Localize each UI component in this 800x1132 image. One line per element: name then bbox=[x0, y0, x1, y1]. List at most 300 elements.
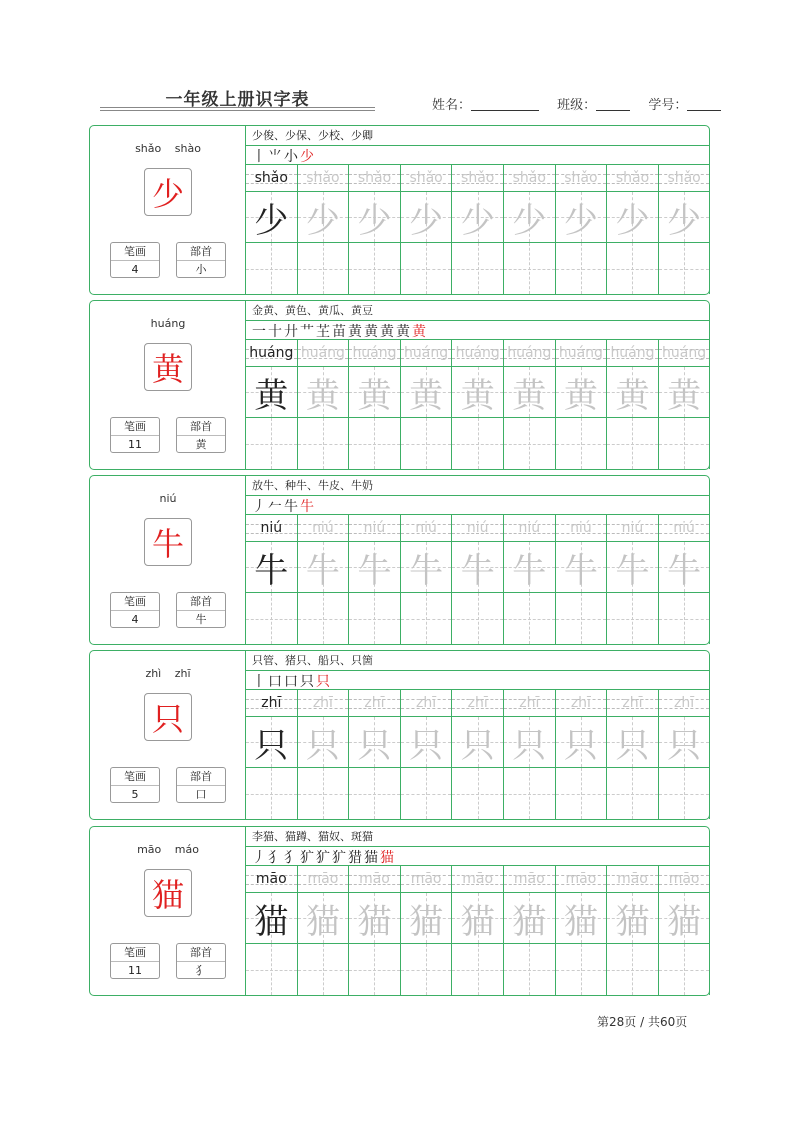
stroke-order-step: 少 bbox=[300, 149, 314, 165]
guide-line bbox=[632, 418, 633, 469]
pinyin-cell[interactable] bbox=[246, 515, 298, 542]
class-blank[interactable] bbox=[596, 98, 630, 111]
pinyin-cell[interactable] bbox=[556, 515, 608, 542]
tian-cell[interactable] bbox=[349, 717, 401, 768]
guide-line bbox=[684, 243, 685, 294]
empty-practice-cell[interactable] bbox=[556, 944, 608, 995]
pinyin-trace: huáng bbox=[404, 345, 449, 361]
pinyin-trace: niú bbox=[570, 520, 592, 536]
character-trace: 只 bbox=[357, 725, 392, 766]
guide-line bbox=[374, 418, 375, 469]
stroke-order-step: 小 bbox=[284, 149, 298, 165]
guide-line bbox=[581, 243, 582, 294]
stroke-order-step: 黄 bbox=[364, 324, 378, 340]
empty-practice-cell[interactable] bbox=[349, 418, 401, 469]
tian-cell[interactable] bbox=[659, 367, 711, 418]
character-trace: 少 bbox=[563, 200, 598, 241]
stroke-order-step: 黄 bbox=[396, 324, 410, 340]
tian-cell[interactable] bbox=[298, 893, 350, 944]
tian-cell[interactable] bbox=[298, 367, 350, 418]
character-trace: 少 bbox=[615, 200, 650, 241]
pinyin-cell[interactable] bbox=[401, 690, 453, 717]
empty-practice-cell[interactable] bbox=[607, 243, 659, 294]
practice-grid bbox=[246, 690, 711, 819]
tian-cell[interactable] bbox=[556, 192, 608, 243]
empty-practice-cell[interactable] bbox=[607, 944, 659, 995]
character-trace: 只 bbox=[460, 725, 495, 766]
pinyin-cell[interactable] bbox=[504, 690, 556, 717]
character-pinyin: māo máo bbox=[137, 843, 199, 856]
guide-line bbox=[529, 243, 530, 294]
character-trace: 猫 bbox=[305, 901, 340, 942]
character-trace: 牛 bbox=[667, 550, 702, 591]
practice-panel bbox=[246, 827, 709, 995]
guide-line bbox=[529, 944, 530, 995]
empty-practice-cell[interactable] bbox=[298, 243, 350, 294]
empty-practice-cell[interactable] bbox=[556, 418, 608, 469]
empty-practice-cell[interactable] bbox=[246, 243, 298, 294]
empty-practice-cell[interactable] bbox=[556, 768, 608, 819]
stroke-order-step: 廾 bbox=[284, 324, 298, 340]
model-character: 只 bbox=[144, 693, 192, 741]
character-info-panel bbox=[90, 126, 246, 294]
pinyin-cell[interactable] bbox=[401, 340, 453, 367]
pinyin-trace: huáng bbox=[662, 345, 707, 361]
empty-practice-cell[interactable] bbox=[556, 243, 608, 294]
empty-practice-cell[interactable] bbox=[298, 768, 350, 819]
character-trace: 黄 bbox=[357, 375, 392, 416]
stroke-order-step: 丨 bbox=[252, 674, 266, 690]
character-trace: 猫 bbox=[563, 901, 598, 942]
character-trace: 牛 bbox=[409, 550, 444, 591]
pinyin-trace: zhī bbox=[261, 695, 282, 711]
tian-cell[interactable] bbox=[401, 367, 453, 418]
tian-cell[interactable] bbox=[504, 192, 556, 243]
tian-cell[interactable] bbox=[659, 192, 711, 243]
empty-practice-cell[interactable] bbox=[401, 418, 453, 469]
guide-line bbox=[271, 944, 272, 995]
pinyin-cell[interactable] bbox=[401, 866, 453, 893]
pinyin-cell[interactable] bbox=[504, 515, 556, 542]
pinyin-trace: māo bbox=[462, 871, 494, 887]
tian-cell[interactable] bbox=[298, 192, 350, 243]
stroke-count-label: 笔画 bbox=[111, 593, 159, 611]
pinyin-cell[interactable] bbox=[504, 340, 556, 367]
pinyin-trace: niú bbox=[312, 520, 334, 536]
radical-box bbox=[176, 767, 226, 803]
tian-cell[interactable] bbox=[298, 717, 350, 768]
tian-cell[interactable] bbox=[556, 542, 608, 593]
character-pinyin: zhì zhī bbox=[145, 667, 191, 680]
guide-line bbox=[323, 243, 324, 294]
character-trace: 只 bbox=[305, 725, 340, 766]
empty-practice-cell[interactable] bbox=[401, 768, 453, 819]
character-trace: 只 bbox=[409, 725, 444, 766]
stroke-order-step: 牛 bbox=[300, 499, 314, 515]
pinyin-trace: niú bbox=[363, 520, 386, 536]
pinyin-cell[interactable] bbox=[349, 690, 401, 717]
guide-line bbox=[426, 768, 427, 819]
practice-panel bbox=[246, 126, 709, 294]
pinyin-cell[interactable] bbox=[556, 690, 608, 717]
pinyin-trace: shǎo bbox=[512, 170, 546, 186]
pinyin-cell[interactable] bbox=[401, 165, 453, 192]
guide-line bbox=[374, 593, 375, 644]
stroke-order-step: 黄 bbox=[412, 324, 426, 340]
pinyin-cell[interactable] bbox=[452, 340, 504, 367]
pinyin-cell[interactable] bbox=[556, 340, 608, 367]
tian-cell[interactable] bbox=[452, 367, 504, 418]
pinyin-trace: niú bbox=[621, 520, 644, 536]
pinyin-cell[interactable] bbox=[659, 515, 711, 542]
empty-practice-cell[interactable] bbox=[401, 593, 453, 644]
guide-line bbox=[374, 944, 375, 995]
character-trace: 黄 bbox=[409, 375, 444, 416]
empty-practice-cell[interactable] bbox=[401, 243, 453, 294]
empty-practice-cell[interactable] bbox=[556, 593, 608, 644]
stroke-count-value: 4 bbox=[131, 263, 139, 276]
tian-cell[interactable] bbox=[607, 893, 659, 944]
stroke-order-step: 猎 bbox=[348, 850, 362, 866]
character-trace: 猫 bbox=[254, 901, 289, 942]
stroke-order-step: 只 bbox=[316, 674, 330, 690]
stroke-order-step: 猫 bbox=[364, 850, 378, 866]
tian-cell[interactable] bbox=[556, 717, 608, 768]
empty-practice-cell[interactable] bbox=[504, 593, 556, 644]
guide-line bbox=[478, 418, 479, 469]
tian-cell[interactable] bbox=[452, 717, 504, 768]
empty-practice-cell[interactable] bbox=[246, 768, 298, 819]
empty-practice-cell[interactable] bbox=[246, 593, 298, 644]
character-card bbox=[89, 826, 710, 996]
pinyin-cell[interactable] bbox=[504, 866, 556, 893]
example-words: 只管、猪只、船只、只箇 bbox=[246, 651, 709, 671]
pinyin-cell[interactable] bbox=[556, 866, 608, 893]
pinyin-cell[interactable] bbox=[246, 866, 298, 893]
radical-label: 部首 bbox=[177, 593, 225, 611]
character-trace: 少 bbox=[460, 200, 495, 241]
pinyin-cell[interactable] bbox=[452, 690, 504, 717]
guide-line bbox=[581, 418, 582, 469]
empty-practice-cell[interactable] bbox=[246, 418, 298, 469]
example-words: 金黄、黄色、黄瓜、黄豆 bbox=[246, 301, 709, 321]
character-trace: 牛 bbox=[254, 550, 289, 591]
radical-label: 部首 bbox=[177, 768, 225, 786]
tian-cell[interactable] bbox=[504, 717, 556, 768]
empty-practice-cell[interactable] bbox=[607, 768, 659, 819]
empty-practice-cell[interactable] bbox=[504, 944, 556, 995]
pinyin-cell[interactable] bbox=[349, 340, 401, 367]
pinyin-trace: zhī bbox=[416, 695, 437, 711]
character-trace: 黄 bbox=[512, 375, 547, 416]
stroke-count-box bbox=[110, 767, 160, 803]
stroke-order-step: 𠂉 bbox=[268, 499, 282, 515]
pinyin-cell[interactable] bbox=[298, 340, 350, 367]
pinyin-cell[interactable] bbox=[659, 340, 711, 367]
pinyin-trace: zhī bbox=[364, 695, 385, 711]
guide-line bbox=[684, 768, 685, 819]
empty-practice-cell[interactable] bbox=[607, 418, 659, 469]
pinyin-trace: māo bbox=[410, 871, 442, 887]
pinyin-cell[interactable] bbox=[401, 515, 453, 542]
guide-line bbox=[374, 243, 375, 294]
guide-line bbox=[426, 944, 427, 995]
radical-value: 犭 bbox=[195, 964, 207, 977]
pinyin-cell[interactable] bbox=[298, 690, 350, 717]
stroke-order-step: 口 bbox=[284, 674, 298, 690]
tian-cell[interactable] bbox=[607, 717, 659, 768]
empty-practice-cell[interactable] bbox=[246, 944, 298, 995]
pinyin-trace: niú bbox=[466, 520, 489, 536]
tian-cell[interactable] bbox=[349, 367, 401, 418]
tian-cell[interactable] bbox=[607, 542, 659, 593]
tian-cell[interactable] bbox=[504, 367, 556, 418]
pinyin-cell[interactable] bbox=[246, 340, 298, 367]
empty-practice-cell[interactable] bbox=[401, 944, 453, 995]
guide-line bbox=[632, 944, 633, 995]
guide-line bbox=[684, 944, 685, 995]
pinyin-trace: shǎo bbox=[254, 170, 288, 186]
character-trace: 猫 bbox=[615, 901, 650, 942]
character-trace: 黄 bbox=[460, 375, 495, 416]
pinyin-trace: huáng bbox=[455, 345, 500, 361]
pinyin-trace: shǎo bbox=[409, 170, 443, 186]
pinyin-trace: zhī bbox=[674, 695, 695, 711]
practice-panel bbox=[246, 651, 709, 819]
pinyin-cell[interactable] bbox=[452, 866, 504, 893]
stroke-order-step: 一 bbox=[252, 324, 266, 340]
empty-practice-cell[interactable] bbox=[659, 418, 711, 469]
number-label: 学号： bbox=[648, 98, 688, 113]
name-label: 姓名： bbox=[432, 98, 472, 113]
model-character: 少 bbox=[144, 168, 192, 216]
character-trace: 黄 bbox=[305, 375, 340, 416]
character-trace: 少 bbox=[357, 200, 392, 241]
tian-cell[interactable] bbox=[298, 542, 350, 593]
stroke-count-value: 5 bbox=[131, 788, 139, 801]
empty-practice-cell[interactable] bbox=[452, 593, 504, 644]
character-trace: 黄 bbox=[615, 375, 650, 416]
model-character: 猫 bbox=[144, 869, 192, 917]
stroke-order-step: 黄 bbox=[348, 324, 362, 340]
stroke-order-row bbox=[246, 146, 709, 165]
pinyin-cell[interactable] bbox=[298, 165, 350, 192]
guide-line bbox=[529, 593, 530, 644]
pinyin-trace: shǎo bbox=[564, 170, 598, 186]
character-trace: 只 bbox=[563, 725, 598, 766]
practice-grid bbox=[246, 165, 711, 294]
empty-practice-cell[interactable] bbox=[659, 243, 711, 294]
character-trace: 只 bbox=[667, 725, 702, 766]
character-trace: 牛 bbox=[615, 550, 650, 591]
pinyin-trace: huáng bbox=[610, 345, 655, 361]
pinyin-cell[interactable] bbox=[607, 866, 659, 893]
pinyin-cell[interactable] bbox=[349, 866, 401, 893]
pinyin-trace: zhī bbox=[519, 695, 540, 711]
pinyin-cell[interactable] bbox=[556, 165, 608, 192]
character-trace: 猫 bbox=[460, 901, 495, 942]
tian-cell[interactable] bbox=[504, 893, 556, 944]
stroke-order-row bbox=[246, 321, 709, 340]
empty-practice-cell[interactable] bbox=[452, 768, 504, 819]
guide-line bbox=[271, 243, 272, 294]
character-trace: 少 bbox=[667, 200, 702, 241]
empty-practice-cell[interactable] bbox=[504, 418, 556, 469]
stroke-order-step: 犷 bbox=[316, 850, 330, 866]
stroke-order-step: 犷 bbox=[300, 850, 314, 866]
empty-practice-cell[interactable] bbox=[452, 944, 504, 995]
pinyin-cell[interactable] bbox=[246, 165, 298, 192]
tian-cell[interactable] bbox=[401, 717, 453, 768]
tian-cell[interactable] bbox=[659, 893, 711, 944]
empty-practice-cell[interactable] bbox=[349, 768, 401, 819]
title-underline-second bbox=[100, 110, 375, 111]
pinyin-cell[interactable] bbox=[452, 165, 504, 192]
guide-line bbox=[529, 418, 530, 469]
stroke-count-value: 11 bbox=[128, 964, 142, 977]
tian-cell[interactable] bbox=[246, 542, 298, 593]
tian-cell[interactable] bbox=[401, 542, 453, 593]
page-number: 第28页 / 共60页 bbox=[597, 1015, 688, 1029]
name-blank[interactable] bbox=[471, 98, 539, 111]
radical-label: 部首 bbox=[177, 418, 225, 436]
character-trace: 只 bbox=[512, 725, 547, 766]
pinyin-trace: shǎo bbox=[306, 170, 340, 186]
guide-line bbox=[271, 418, 272, 469]
pinyin-trace: māo bbox=[307, 871, 339, 887]
guide-line bbox=[323, 944, 324, 995]
practice-panel bbox=[246, 476, 709, 644]
tian-cell[interactable] bbox=[452, 192, 504, 243]
empty-practice-cell[interactable] bbox=[659, 593, 711, 644]
guide-line bbox=[581, 944, 582, 995]
character-pinyin: huáng bbox=[150, 317, 186, 330]
tian-cell[interactable] bbox=[349, 893, 401, 944]
radical-value: 口 bbox=[195, 788, 207, 801]
tian-cell[interactable] bbox=[246, 717, 298, 768]
pinyin-cell[interactable] bbox=[452, 515, 504, 542]
empty-practice-cell[interactable] bbox=[298, 944, 350, 995]
pinyin-cell[interactable] bbox=[659, 690, 711, 717]
pinyin-cell[interactable] bbox=[298, 515, 350, 542]
pinyin-trace: māo bbox=[565, 871, 597, 887]
character-info-panel bbox=[90, 827, 246, 995]
character-card bbox=[89, 125, 710, 295]
empty-practice-cell[interactable] bbox=[452, 243, 504, 294]
model-character: 牛 bbox=[144, 518, 192, 566]
character-pinyin: niú bbox=[159, 492, 177, 505]
example-words: 放牛、种牛、牛皮、牛奶 bbox=[246, 476, 709, 496]
tian-cell[interactable] bbox=[401, 192, 453, 243]
tian-cell[interactable] bbox=[349, 542, 401, 593]
tian-cell[interactable] bbox=[246, 893, 298, 944]
pinyin-cell[interactable] bbox=[607, 690, 659, 717]
pinyin-cell[interactable] bbox=[607, 515, 659, 542]
character-trace: 牛 bbox=[563, 550, 598, 591]
pinyin-cell[interactable] bbox=[607, 340, 659, 367]
stroke-order-step: 口 bbox=[268, 674, 282, 690]
stroke-order-step: 牛 bbox=[284, 499, 298, 515]
tian-cell[interactable] bbox=[659, 717, 711, 768]
pinyin-cell[interactable] bbox=[246, 690, 298, 717]
stroke-count-box bbox=[110, 943, 160, 979]
tian-cell[interactable] bbox=[452, 542, 504, 593]
guide-line bbox=[529, 768, 530, 819]
pinyin-cell[interactable] bbox=[659, 866, 711, 893]
tian-cell[interactable] bbox=[556, 893, 608, 944]
character-card bbox=[89, 650, 710, 820]
guide-line bbox=[323, 593, 324, 644]
pinyin-trace: huáng bbox=[249, 345, 294, 361]
guide-line bbox=[632, 243, 633, 294]
radical-value: 小 bbox=[195, 263, 207, 276]
empty-practice-cell[interactable] bbox=[659, 768, 711, 819]
empty-practice-cell[interactable] bbox=[607, 593, 659, 644]
stroke-order-step: 只 bbox=[300, 674, 314, 690]
tian-cell[interactable] bbox=[659, 542, 711, 593]
tian-cell[interactable] bbox=[607, 367, 659, 418]
pinyin-trace: shǎo bbox=[667, 170, 701, 186]
tian-cell[interactable] bbox=[349, 192, 401, 243]
empty-practice-cell[interactable] bbox=[452, 418, 504, 469]
empty-practice-cell[interactable] bbox=[504, 768, 556, 819]
empty-practice-cell[interactable] bbox=[659, 944, 711, 995]
stroke-count-label: 笔画 bbox=[111, 418, 159, 436]
stroke-count-value: 4 bbox=[131, 613, 139, 626]
pinyin-trace: huáng bbox=[352, 345, 397, 361]
number-blank[interactable] bbox=[687, 98, 721, 111]
pinyin-cell[interactable] bbox=[349, 515, 401, 542]
practice-grid bbox=[246, 866, 711, 995]
guide-line bbox=[323, 768, 324, 819]
pinyin-trace: huáng bbox=[507, 345, 552, 361]
empty-practice-cell[interactable] bbox=[298, 593, 350, 644]
stroke-order-step: 黄 bbox=[380, 324, 394, 340]
character-trace: 牛 bbox=[512, 550, 547, 591]
empty-practice-cell[interactable] bbox=[298, 418, 350, 469]
stroke-order-row bbox=[246, 847, 709, 866]
tian-cell[interactable] bbox=[504, 542, 556, 593]
guide-line bbox=[271, 593, 272, 644]
pinyin-trace: māo bbox=[617, 871, 648, 887]
pinyin-cell[interactable] bbox=[298, 866, 350, 893]
tian-cell[interactable] bbox=[246, 367, 298, 418]
pinyin-cell[interactable] bbox=[607, 165, 659, 192]
tian-cell[interactable] bbox=[452, 893, 504, 944]
character-trace: 黄 bbox=[667, 375, 702, 416]
tian-cell[interactable] bbox=[607, 192, 659, 243]
character-info-panel bbox=[90, 301, 246, 469]
empty-practice-cell[interactable] bbox=[349, 944, 401, 995]
pinyin-cell[interactable] bbox=[504, 165, 556, 192]
tian-cell[interactable] bbox=[556, 367, 608, 418]
stroke-count-label: 笔画 bbox=[111, 768, 159, 786]
empty-practice-cell[interactable] bbox=[349, 243, 401, 294]
pinyin-cell[interactable] bbox=[659, 165, 711, 192]
stroke-order-step: 猫 bbox=[380, 850, 394, 866]
guide-line bbox=[581, 768, 582, 819]
pinyin-trace: zhī bbox=[312, 695, 333, 711]
empty-practice-cell[interactable] bbox=[349, 593, 401, 644]
character-info-panel bbox=[90, 476, 246, 644]
tian-cell[interactable] bbox=[246, 192, 298, 243]
tian-cell[interactable] bbox=[401, 893, 453, 944]
pinyin-cell[interactable] bbox=[349, 165, 401, 192]
empty-practice-cell[interactable] bbox=[504, 243, 556, 294]
pinyin-trace: shǎo bbox=[461, 170, 495, 186]
character-pinyin: shǎo shào bbox=[135, 142, 201, 155]
pinyin-trace: māo bbox=[513, 871, 545, 887]
